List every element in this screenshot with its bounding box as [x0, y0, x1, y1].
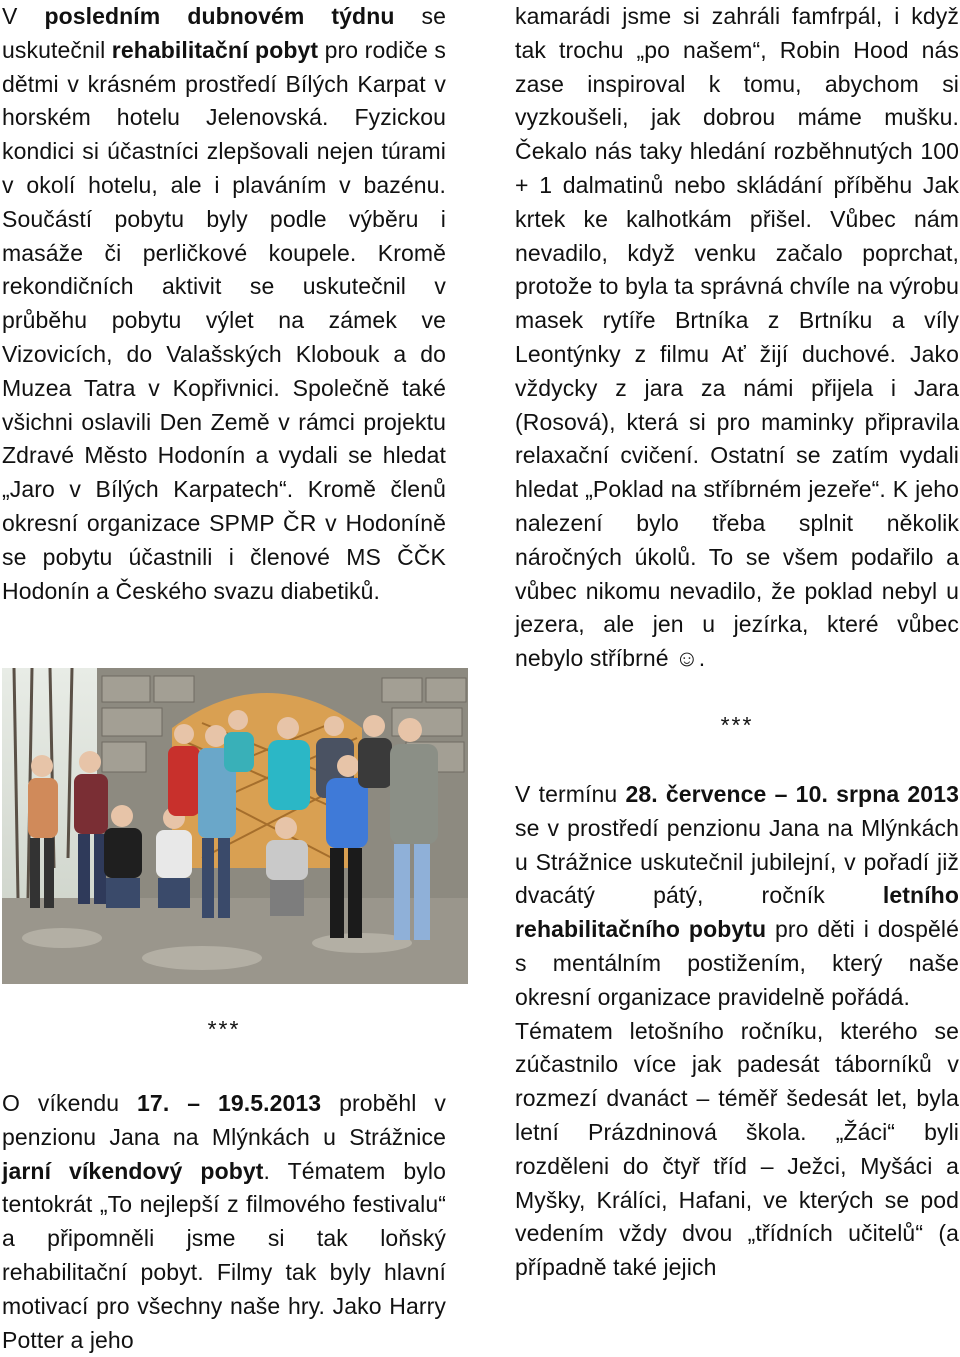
rehab-stay-paragraph: [2, 0, 446, 608]
text-run: V: [2, 3, 45, 29]
text-run: se uskutečnil: [2, 3, 446, 63]
text-run: pro rodiče s dětmi v krásném prostředí Bílých Karpat v horském hotelu Jelenovská. Fyzickou kondici si účastníci zlepšovali nejen túrami v okolí hotelu, ale i plaváním v bazénu. Součástí pobytu byly podle výběru i masáže či perličkové koupele. Kromě rekondičních aktivit se uskutečnil v průběhu pobytu výlet na zámek ve Vizovicích, do Valašských Klobouk a do Muzea Tatra v Kopřivnici. Společně také všichni oslavili Den Země v rámci projektu Zdravé Město Hodonín a vydali se hledat „Jaro v Bílých Karpatech“. Kromě členů okresní organizace SPMP ČR v Hodoníně se pobytu účastnili i členové MS ČČK Hodonín a Českého svazu diabetiků.: [2, 36, 447, 604]
bold-date-phrase: 28. července – 10. srpna 2013: [625, 780, 959, 807]
text-run: pro děti i dospělé s mentálním postižením, který naše okresní organizace pravidelně pořádá.: [515, 916, 959, 1010]
bold-event-name: rehabilitační pobyt: [111, 36, 319, 63]
section-separator: ***: [207, 1016, 241, 1042]
section-separator: ***: [720, 711, 754, 738]
summer-school-paragraph: Tématem letošního ročníku, kterého se zúčastnilo více jak padesát táborníků v rozmezí dvanáct – téměř šedesát let, byla letní Prázdninová škola. „Žáci“ byli rozděleni do čtyř tříd – Ježci, Myšáci a Myšky, Králíci, Hafani, ve kterých se pod vedením vždy dvou „třídních učitelů“ (a případně také jejich: [515, 1017, 959, 1281]
bold-event-name: letního rehabilitačního pobytu: [515, 882, 959, 943]
games-paragraph: kamarádi jsme si zahráli famfrpál, i když tak trochu „po našem“, Robin Hood nás zase inspiroval k tomu, abychom si vyzkoušeli, jak dobrou máme mušku. Čekalo nás taky hledání rozběhnutých 100 + 1 dalmatinů nebo skládání příběhu Jak krtek ke kalhotkám přišel. Vůbec nám nevadilo, když venku začalo poprchat, protože to byla ta správná chvíle na výrobu masek rytíře Brtníka z Brtníku a víly Leontýnky z filmu Ať žijí duchové. Jako vždycky z jara za námi přijela i Jara (Rosová), která si pro maminky připravila relaxační cvičení. Ostatní se zatím vydali hledat „Poklad na stříbrném jezeře“. K jeho nalezení bylo třeba splnit několik náročných úkolů. To se všem podařilo a vůbec nikomu nevadilo, že poklad nebyl u jezera, ale jen u jezírka, které vůbec nebylo stříbrné ☺.: [515, 3, 959, 672]
summer-stay-paragraph: [515, 778, 959, 1015]
text-run: . Tématem bylo tentokrát „To nejlepší z filmového festivalu“ a připomněli jsme si tak loňský rehabilitační pobyt. Filmy tak byly hlavní motivací pro všechny naše hry. Jako Harry Potter a jeho: [2, 1157, 446, 1353]
right-column: [515, 0, 959, 1285]
group-photo: [2, 668, 468, 984]
group-photo-image: [2, 668, 468, 984]
spring-weekend-paragraph: [2, 1087, 446, 1357]
text-run: proběhl v penzionu Jana na Mlýnkách u Strážnice: [2, 1090, 447, 1150]
bold-date-phrase: posledním dubnovém týdnu: [44, 3, 395, 29]
text-run: O víkendu: [2, 1090, 138, 1116]
text-run: V termínu: [515, 780, 626, 807]
bold-date-phrase: 17. – 19.5.2013: [137, 1090, 322, 1116]
left-column: [2, 0, 446, 608]
text-run: se v prostředí penzionu Jana na Mlýnkách u Strážnice uskutečnil jubilejní, v pořadí již dvacátý pátý, ročník: [515, 814, 959, 909]
left-column-lower: [2, 1014, 446, 1357]
bold-event-name: jarní víkendový pobyt: [2, 1157, 264, 1184]
